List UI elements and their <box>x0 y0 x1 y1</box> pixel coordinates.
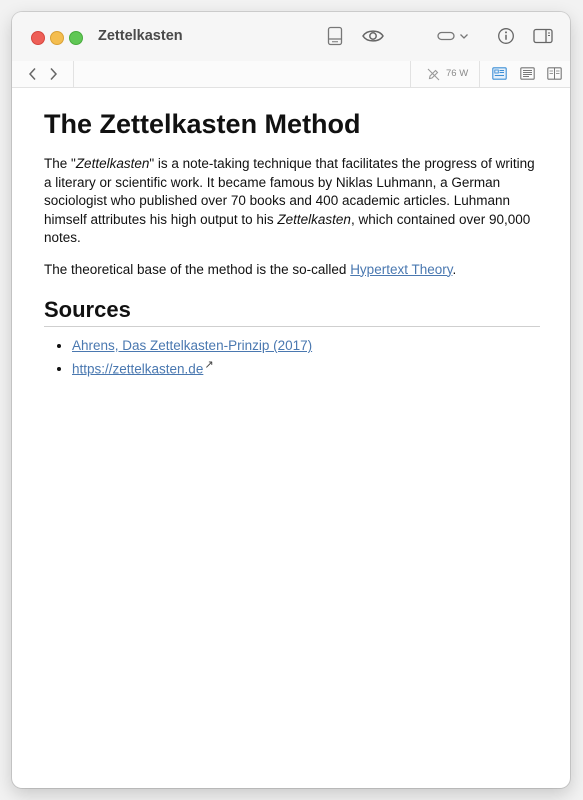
app-window <box>12 12 570 788</box>
sidebar-bottom-icon[interactable] <box>326 25 344 47</box>
toolbar-divider <box>410 61 411 87</box>
text-span: The " <box>44 156 76 171</box>
list-item <box>72 356 540 379</box>
info-icon[interactable] <box>496 25 516 47</box>
eye-icon[interactable] <box>361 25 385 47</box>
back-arrow-icon[interactable] <box>26 65 40 83</box>
sidebar-right-icon[interactable] <box>532 25 554 47</box>
close-window-button[interactable] <box>31 31 45 45</box>
minimize-window-button[interactable] <box>50 31 64 45</box>
document-title: The Zettelkasten Method <box>44 109 361 139</box>
split-mode-icon[interactable] <box>546 66 562 81</box>
list-item <box>72 337 540 356</box>
forward-arrow-icon[interactable] <box>46 65 60 83</box>
sources-heading: Sources <box>44 296 540 327</box>
pill-toggle-icon[interactable] <box>436 25 456 47</box>
emphasis: Zettelkasten <box>75 156 150 171</box>
source-link-zettelkasten-de[interactable]: https://zettelkasten.de <box>72 361 204 376</box>
text-span: The theoretical base of the method is the so-called <box>44 261 351 277</box>
toolbar-divider <box>479 61 480 87</box>
external-link-icon: ↗ <box>204 358 214 371</box>
maximize-window-button[interactable] <box>69 31 83 45</box>
document-preview <box>44 108 540 379</box>
hypertext-theory-link[interactable]: Hypertext Theory <box>350 261 453 277</box>
sources-list <box>44 337 540 379</box>
text-span: , which contained over 90,000 notes. <box>44 211 531 245</box>
chevron-down-icon[interactable] <box>458 25 470 47</box>
theory-paragraph <box>44 261 540 280</box>
word-count: 76 W <box>446 68 469 79</box>
window-title: Zettelkasten <box>98 28 183 44</box>
editor-toolbar <box>12 61 570 88</box>
pencil-off-icon[interactable] <box>426 65 440 83</box>
preview-mode-icon[interactable] <box>491 66 507 81</box>
emphasis: Zettelkasten <box>277 211 351 227</box>
source-link-ahrens[interactable]: Ahrens, Das Zettelkasten-Prinzip (2017) <box>72 338 313 353</box>
intro-paragraph <box>44 155 540 248</box>
titlebar <box>12 12 570 62</box>
editor-mode-icon[interactable] <box>519 66 535 81</box>
text-span: " is a note-taking technique that facilitates the progress of writing a literary or scientific work. It became famous by Niklas Luhmann, a German sociologist who published over 70 books and 400 academic articles. Luhmann himself attributes his high output to his <box>44 156 535 227</box>
toolbar-divider <box>73 61 74 87</box>
text-span: . <box>452 261 457 277</box>
